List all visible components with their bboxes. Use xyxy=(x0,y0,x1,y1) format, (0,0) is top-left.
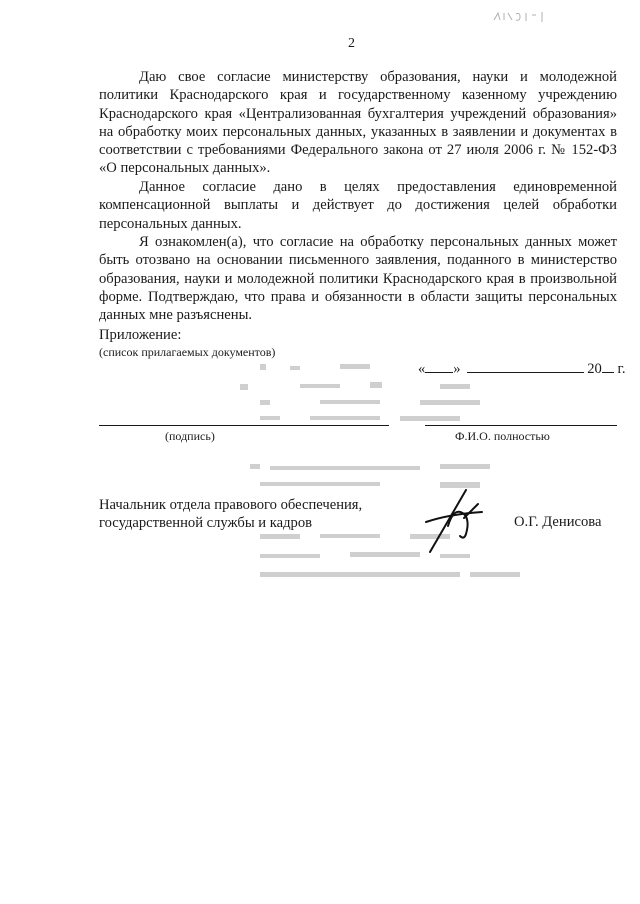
revocation-paragraph: Я ознакомлен(а), что согласие на обработку персональных данных может быть отозвано на основании письменного заявления, поданного в министерство образования, науки и молодежной политики Краснодарского края в произвольной форме. Подтверждаю, что права и обязанности в области защиты персональных данных мне разъяснены. xyxy=(99,234,617,324)
handwritten-signature xyxy=(420,486,500,561)
full-name-label: Ф.И.О. полностью xyxy=(455,429,550,443)
date-line xyxy=(418,359,625,378)
year-suffix: г. xyxy=(613,361,626,377)
official-name: О.Г. Денисова xyxy=(514,514,602,530)
page-number: 2 xyxy=(348,36,355,51)
corner-stamp-mark xyxy=(492,10,552,29)
day-blank xyxy=(425,359,453,373)
position-line-1: Начальник отдела правового обеспечения, xyxy=(99,497,363,513)
purpose-paragraph: Данное согласие дано в целях предоставления единовременной компенсационной выплаты и действует до достижения целей обработки персональных данных. xyxy=(99,179,617,232)
date-open-quote: « xyxy=(418,361,426,377)
official-position xyxy=(99,496,362,532)
year-prefix: 20 xyxy=(587,361,602,377)
position-line-2: государственной службы и кадров xyxy=(99,515,313,531)
full-name-line xyxy=(425,425,617,426)
month-blank xyxy=(467,359,584,373)
year-blank xyxy=(602,359,614,373)
attachment-title: Приложение: xyxy=(99,327,182,343)
date-close-quote: » xyxy=(453,361,461,377)
attachment-subtitle: (список прилагаемых документов) xyxy=(99,345,276,359)
consent-paragraph: Даю свое согласие министерству образования, науки и молодежной политики Краснодарского края и государственному казенному учреждению Краснодарского края «Централизованная бухгалтерия учреждений образования» на обработку моих персональных данных, указанных в заявлении и документах в соответствии с требованиями Федерального закона от 27 июля 2006 г. № 152-ФЗ «О персональных данных». xyxy=(99,69,617,177)
signature-label: (подпись) xyxy=(165,429,215,443)
signature-line xyxy=(99,425,389,426)
